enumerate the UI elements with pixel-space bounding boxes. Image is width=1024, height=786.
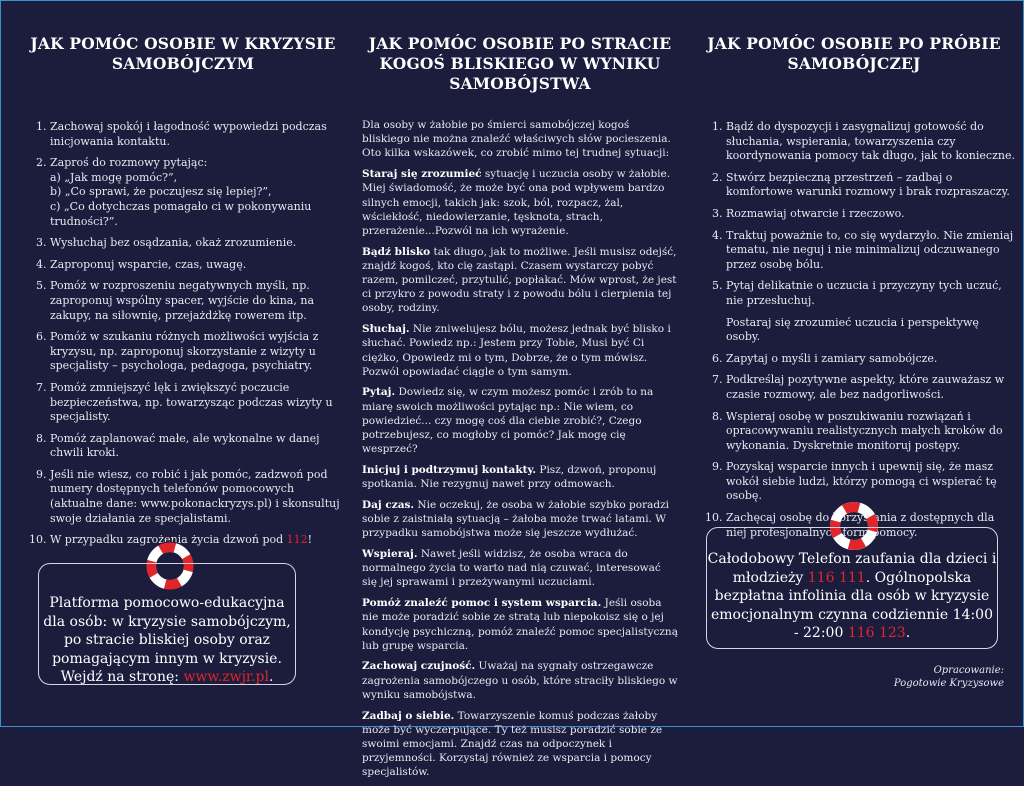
intro-paragraph: Dla osoby w żałobie po śmierci samobójczej kogoś bliskiego nie można znaleźć właściwych słów pocieszenia. Oto kilka wskazówek, co zrobić mimo tej trudnej sytuacji:	[362, 119, 671, 160]
list-item: 4. Traktuj poważnie to, co się wydarzyło. Nie zmieniaj tematu, nie neguj i nie minimalizuj odczuwanego przez osobę bólu.	[726, 229, 1016, 273]
credit-label: Opracowanie:	[933, 665, 1004, 676]
tip-paragraph: Słuchaj. Nie zniwelujesz bólu, możesz jednak być blisko i słuchać. Powiedz np.: Jestem przy Tobie, Musi być Ci ciężko, Opowiedz mi o tym, Dobrze, że o tym mówisz. Pozwól opowiadać ciągle o tym samym.	[362, 323, 671, 378]
list-item: 8. Pomóż zaplanować małe, ale wykonalne w danej chwili kroki.	[50, 432, 350, 461]
question-sublist	[50, 171, 350, 229]
column-bereavement-title: JAK POMÓC OSOBIE PO STRACIE KOGOŚ BLISKIEGO W WYNIKU SAMOBÓJSTWA	[368, 34, 672, 93]
crisis-steps-list	[28, 120, 350, 555]
list-item: 3. Rozmawiaj otwarcie i rzeczowo.	[726, 207, 1016, 222]
sub-item: c) „Co dotychczas pomagało ci w pokonywaniu trudności?”.	[50, 199, 312, 228]
tip-paragraph: Daj czas. Nie oczekuj, że osoba w żałobie szybko poradzi sobie z zaistniałą sytuacją – żałoba może trwać latami. W przypadku samobójstwa może się jeszcze wydłużać.	[362, 498, 669, 540]
list-item: 4. Zaproponuj wsparcie, czas, uwagę.	[50, 258, 350, 273]
list-item: 1. Bądź do dyspozycji i zasygnalizuj gotowość do słuchania, wspierania, towarzyszenia czy koordynowania pomocy tak długo, jak to konieczne.	[726, 120, 1016, 164]
list-item: 5. Pytaj delikatnie o uczucia i przyczyny tych uczuć, nie przesłuchuj. Postaraj się zrozumieć uczucia i perspektywę osoby.	[726, 279, 1016, 344]
tip-paragraph: Pytaj. Dowiedz się, w czym możesz pomóc i zrób to na miarę swoich możliwości pytając np.: Nie wiem, co powiedzieć... czy mogę coś dla ciebie zrobić?, Czego potrzebujesz, co mogłoby ci pomóc? Jak mogę cię wesprzeć?	[362, 386, 654, 456]
tip-paragraph: Staraj się zrozumieć sytuację i uczucia osoby w żałobie. Miej świadomość, że może być ona pod wpływem bardzo silnych emocji, takich jak: szok, ból, rozpacz, żal, wściekłość, niedowierzanie, tęsknota, strach, przerażenie...Pozwól na ich wyrażenie.	[362, 168, 671, 237]
list-item: 5. Pomóż w rozproszeniu negatywnych myśli, np. zaproponuj wspólny spacer, wyjście do kina, na zakupy, na siłownię, przejażdżkę rowerem itp.	[50, 279, 350, 323]
tip-paragraph: Bądź blisko tak długo, jak to możliwe. Jeśli musisz odejść, znajdź kogoś, kto cię zastąpi. Czasem wystarczy pobyć razem, pomilczeć, przytulić, popłakać. Mów wprost, że jest ci przykro z powodu straty i z powodu bólu i cierpienia tej osoby, rodziny.	[362, 245, 677, 315]
column-crisis-title: JAK POMÓC OSOBIE W KRYZYSIE SAMOBÓJCZYM	[30, 34, 336, 73]
helpline-number-youth[interactable]: 116 111	[807, 569, 866, 586]
column-after-attempt-title: JAK POMÓC OSOBIE PO PRÓBIE SAMOBÓJCZEJ	[707, 34, 1001, 73]
list-item: 6. Zapytaj o myśli i zamiary samobójcze.	[726, 352, 1016, 367]
list-item: 2. Zaproś do rozmowy pytając: a) „Jak mogę pomóc?”, b) „Co sprawi, że poczujesz się lepiej?”, c) „Co dotychczas pomagało ci w pokonywaniu trudności?”.	[50, 156, 350, 229]
list-item: 2. Stwórz bezpieczną przestrzeń – zadbaj o komfortowe warunki rozmowy i brak rozpraszaczy.	[726, 171, 1016, 200]
list-item-note: Postaraj się zrozumieć uczucia i perspektywę osoby.	[726, 315, 979, 344]
tip-paragraph: Pomóż znaleźć pomoc i system wsparcia. Jeśli osoba nie może poradzić sobie ze stratą lub niepokoisz się o jej kondycję psychiczną, pomóż znaleźć pomoc specjalistyczną lub grupę wsparcia.	[362, 597, 678, 652]
list-item: 1. Zachowaj spokój i łagodność wypowiedzi podczas inicjowania kontaktu.	[50, 120, 350, 149]
tip-paragraph: Zachowaj czujność. Uważaj na sygnały ostrzegawcze zagrożenia samobójczego u osób, które straciły bliskiego w wyniku samobójstwa.	[362, 660, 678, 701]
helpline-info-box: Całodobowy Telefon zaufania dla dzieci i młodzieży 116 111. Ogólnopolska bezpłatna infolinia dla osób w kryzysie emocjonalnym czynna codziennie 14:00 - 22:00 116 123.	[706, 527, 998, 649]
tip-paragraph: Inicjuj i podtrzymuj kontakty. Pisz, dzwoń, proponuj spotkania. Nie rezygnuj nawet przy odmowach.	[362, 463, 657, 491]
tip-paragraph: Wspieraj. Nawet jeśli widzisz, że osoba wraca do normalnego życia to warto nad nią czuwać, interesować się jej sprawami i przeżywanymi uczuciami.	[362, 547, 661, 589]
platform-link[interactable]: www.zwjr.pl	[183, 669, 269, 685]
emergency-number: 112	[286, 533, 308, 547]
sub-item: a) „Jak mogę pomóc?”,	[50, 170, 178, 184]
list-item: 10. Zachęcaj osobę do korzystania z dostępnych dla niej profesjonalnych form pomocy.	[726, 511, 1016, 540]
platform-info-box: Platforma pomocowo-edukacyjna dla osób: w kryzysie samobójczym, po stracie bliskiej osoby oraz pomagającym innym w kryzysie. Wejdź na stronę: www.zwjr.pl.	[38, 563, 296, 685]
list-item: 10. W przypadku zagrożenia życia dzwoń pod 112!	[50, 533, 350, 548]
list-item: 7. Podkreślaj pozytywne aspekty, które zauważasz w czasie rozmowy, ale bez nadgorliwości.	[726, 373, 1016, 402]
credit-note	[894, 664, 1004, 690]
tip-paragraph: Zadbaj o siebie. Towarzyszenie komuś podczas żałoby może być wyczerpujące. Ty też musisz poradzić sobie ze swoimi emocjami. Znajdź czas na odpoczynek i przyjemności. Korzystaj również ze wsparcia i pomocy specjalistów.	[362, 709, 663, 779]
bereavement-body	[362, 118, 678, 786]
list-item: 6. Pomóż w szukaniu różnych możliwości wyjścia z kryzysu, np. zaproponuj skorzystanie z wizyty u specjalisty – psychologa, pedagoga, psychiatry.	[50, 330, 350, 374]
column-bereavement	[362, 34, 678, 779]
column-after-attempt	[704, 34, 1015, 539]
credit-name: Pogotowie Kryzysowe	[893, 678, 1004, 689]
list-item: 9. Pozyskaj wsparcie innych i upewnij się, że masz wokół siebie ludzi, którzy pomogą ci wspierać tę osobę.	[726, 460, 1016, 504]
after-attempt-steps-list	[704, 120, 1016, 547]
column-crisis	[28, 34, 340, 547]
sub-item: b) „Co sprawi, że poczujesz się lepiej?”,	[50, 185, 272, 199]
list-item: 9. Jeśli nie wiesz, co robić i jak pomóc, zadzwoń pod numery dostępnych telefonów pomocowych (aktualne dane: www.pokonackryzys.pl) i skonsultuj swoje działania ze specjalistami.	[50, 468, 350, 526]
list-item: 8. Wspieraj osobę w poszukiwaniu rozwiązań i opracowywaniu realistycznych małych kroków do wykonania. Dyskretnie monitoruj postępy.	[726, 410, 1016, 454]
helpline-number-adult[interactable]: 116 123	[847, 625, 906, 641]
list-item: 7. Pomóż zmniejszyć lęk i zwiększyć poczucie bezpieczeństwa, np. towarzysząc podczas wizyty u specjalisty.	[50, 381, 350, 425]
list-item: 3. Wysłuchaj bez osądzania, okaż zrozumienie.	[50, 236, 350, 251]
